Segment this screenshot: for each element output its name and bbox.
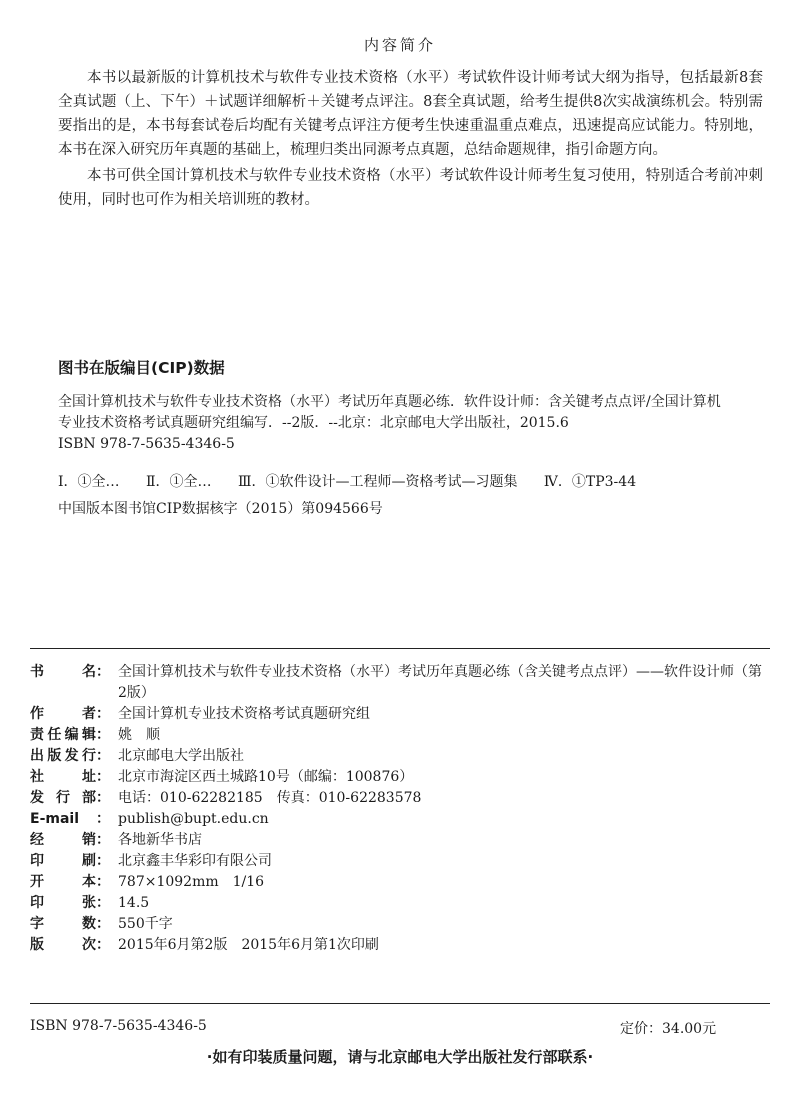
meta-value: 北京市海淀区西土城路10号（邮编：100876） — [118, 769, 414, 785]
meta-row-distribution: 发 行 部 ： 电话：010-62282185 传真：010-62283578 — [30, 788, 770, 809]
meta-value: 北京邮电大学出版社 — [118, 748, 244, 764]
meta-label: 书 名 — [30, 664, 96, 680]
email-value: publish@bupt.edu.cn — [118, 811, 269, 827]
meta-value: 全国计算机专业技术资格考试真题研究组 — [118, 706, 370, 722]
meta-row-email: E-mail ： publish@bupt.edu.cn — [30, 809, 770, 830]
quality-notice: ·如有印装质量问题，请与北京邮电大学出版社发行部联系· — [206, 1048, 594, 1066]
cip-subject: Ⅲ．①软件设计—工程师—资格考试—习题集 — [237, 474, 518, 490]
meta-row-seller: 经 销 ： 各地新华书店 — [30, 830, 770, 851]
cip-line: 专业技术资格考试真题研究组编写．--2版．--北京：北京邮电大学出版社，2015.6 — [58, 415, 569, 431]
meta-value: 北京鑫丰华彩印有限公司 — [118, 853, 272, 869]
publication-info — [30, 662, 770, 956]
cip-record — [58, 392, 768, 455]
meta-value: 电话：010-62282185 传真：010-62283578 — [118, 790, 422, 806]
intro-paragraph: 本书可供全国计算机技术与软件专业技术资格（水平）考试软件设计师考生复习使用，特别适合考前冲刺使用，同时也可作为相关培训班的教材。 — [58, 168, 763, 208]
intro-title: 内容简介 — [363, 36, 436, 54]
meta-row-author: 作 者 ： 全国计算机专业技术资格考试真题研究组 — [30, 704, 770, 725]
cip-subject: Ⅰ．①全… — [58, 474, 120, 490]
intro-body — [58, 66, 763, 212]
meta-row-words: 字 数 ： 550千字 — [30, 914, 770, 935]
cip-isbn: ISBN 978-7-5635-4346-5 — [58, 436, 235, 452]
meta-row-sheets: 印 张 ： 14.5 — [30, 893, 770, 914]
meta-value: 14.5 — [118, 895, 150, 911]
meta-row-edition: 版 次 ： 2015年6月第2版 2015年6月第1次印刷 — [30, 935, 770, 956]
meta-label: 出版发行 — [30, 748, 96, 764]
meta-label: 开 本 — [30, 874, 96, 890]
meta-label: 版 次 — [30, 937, 96, 953]
meta-label: 社 址 — [30, 769, 96, 785]
cip-subject: Ⅳ．①TP3-44 — [543, 474, 637, 490]
price: 定价：34.00元 — [620, 1021, 717, 1037]
intro-paragraph: 本书以最新版的计算机技术与软件专业技术资格（水平）考试软件设计师考试大纲为指导，包括最新8套全真试题（上、下午）＋试题详细解析＋关键考点评注。8套全真试题，给考生提供8次实战演练机会。特别需要指出的是，本书每套试卷后均配有关键考点评注方便考生快速重温重点难点，迅速提高应试能力。特别地，本书在深入研究历年真题的基础上，梳理归类出同源考点真题，总结命题规律，指引命题方向。 — [58, 70, 763, 158]
meta-value: 全国计算机技术与软件专业技术资格（水平）考试历年真题必练（含关键考点点评）——软件设计师（第2版） — [118, 664, 762, 701]
meta-row-editor: 责任编辑 ： 姚 顺 — [30, 725, 770, 746]
divider — [30, 648, 770, 649]
meta-value: 姚 顺 — [118, 727, 160, 743]
divider — [30, 1003, 770, 1004]
cip-line: 全国计算机技术与软件专业技术资格（水平）考试历年真题必练．软件设计师：含关键考点点评/全国计算机 — [58, 394, 721, 410]
meta-label: 作 者 — [30, 706, 96, 722]
meta-value: 787×1092mm 1/16 — [118, 874, 265, 890]
meta-label: 字 数 — [30, 916, 96, 932]
meta-label: 印 张 — [30, 895, 96, 911]
meta-value: 2015年6月第2版 2015年6月第1次印刷 — [118, 937, 379, 953]
meta-value: 550千字 — [118, 916, 173, 932]
cip-subjects — [58, 471, 768, 491]
meta-label: E-mail — [30, 811, 80, 827]
meta-row-format: 开 本 ： 787×1092mm 1/16 — [30, 872, 770, 893]
meta-label: 印 刷 — [30, 853, 96, 869]
meta-row-printer: 印 刷 ： 北京鑫丰华彩印有限公司 — [30, 851, 770, 872]
cip-heading: 图书在版编目(CIP)数据 — [58, 359, 225, 377]
meta-row-title: 书 名 ： 全国计算机技术与软件专业技术资格（水平）考试历年真题必练（含关键考点点评）——软件设计师（第2版） — [30, 662, 770, 704]
meta-row-address: 社 址 ： 北京市海淀区西土城路10号（邮编：100876） — [30, 767, 770, 788]
footer-isbn: ISBN 978-7-5635-4346-5 — [30, 1018, 207, 1034]
cip-catalog-number: 中国版本图书馆CIP数据核字（2015）第094566号 — [58, 501, 383, 517]
meta-row-publisher: 出版发行 ： 北京邮电大学出版社 — [30, 746, 770, 767]
cip-subject: Ⅱ．①全… — [145, 474, 212, 490]
meta-value: 各地新华书店 — [118, 832, 202, 848]
meta-label: 责任编辑 — [30, 727, 96, 743]
meta-label: 经 销 — [30, 832, 96, 848]
meta-label: 发 行 部 — [30, 790, 96, 806]
